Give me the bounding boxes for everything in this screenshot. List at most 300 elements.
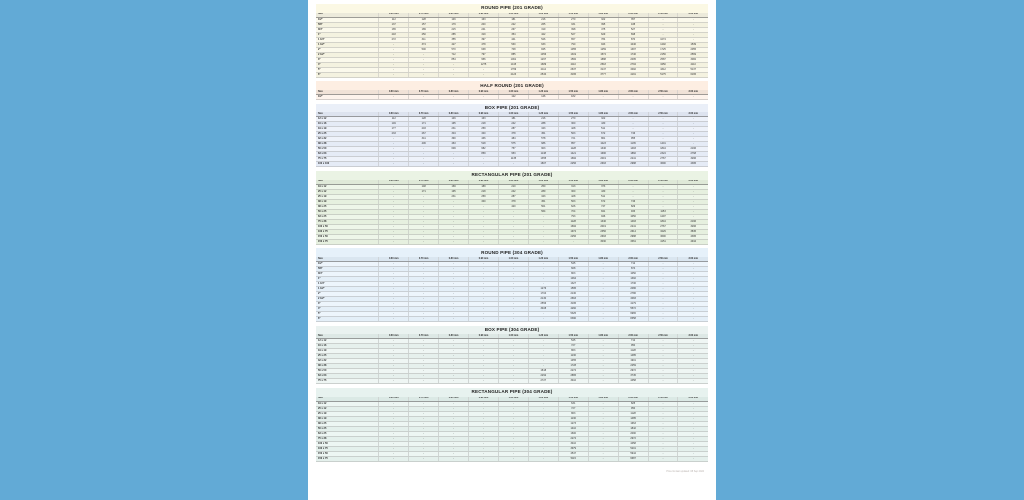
cell-size: 3" [316,302,379,307]
cell-price: - [678,359,708,364]
cell-price: 2241 [618,157,648,162]
cell-price: - [588,451,618,456]
column-header-thickness: 0.70 mm [409,90,439,95]
cell-price: 475 [588,27,618,32]
cell-price: 698 [618,32,648,37]
cell-size: 38 x 19 [316,416,379,421]
cell-price: 2130 [558,292,588,297]
cell-price: - [678,287,708,292]
cell-price: 1415 [498,62,528,67]
cell-price: - [469,229,499,234]
cell-price: 2196 [678,219,708,224]
cell-price: - [409,446,439,451]
cell-price: - [409,147,439,152]
cell-price: - [528,349,558,354]
cell-price: - [498,312,528,317]
cell-price: - [409,204,439,209]
cell-price: - [469,317,499,322]
cell-price: - [379,95,409,100]
cell-price: 374 [409,42,439,47]
cell-price: - [498,416,528,421]
cell-price: 340 [469,132,499,137]
cell-price: - [648,406,678,411]
cell-price: - [498,456,528,461]
cell-price: - [379,426,409,431]
cell-price: - [409,277,439,282]
cell-price: - [469,426,499,431]
column-header-thickness: 2.00 mm [618,13,648,18]
cell-price: - [588,292,618,297]
cell-price: - [439,287,469,292]
cell-price: - [409,411,439,416]
cell-price: - [409,234,439,239]
cell-price: - [379,292,409,297]
column-header-thickness: 0.90 mm [469,90,499,95]
cell-price: 943 [588,42,618,47]
cell-price: 746 [618,132,648,137]
cell-price: - [678,411,708,416]
column-header-thickness: 0.90 mm [469,112,499,117]
cell-price: 285 [439,32,469,37]
cell-price: 218 [469,189,499,194]
cell-price: - [588,421,618,426]
cell-price: - [409,199,439,204]
cell-price: - [409,369,439,374]
cell-price: - [588,359,618,364]
cell-price: - [379,297,409,302]
cell-price: 1455 [558,359,588,364]
cell-price: - [469,234,499,239]
cell-price: - [528,239,558,244]
cell-size: 12 x 12 [316,339,379,344]
cell-price: 712 [618,262,648,267]
cell-size: 5/8" [316,267,379,272]
cell-price: 1689 [528,62,558,67]
cell-price: - [379,441,409,446]
cell-price: 1023 [588,142,618,147]
column-header-thickness: 1.50 mm [558,257,588,262]
cell-price: 1273 [558,421,588,426]
cell-price: - [648,95,678,100]
cell-price: 564 [528,209,558,214]
column-header-thickness: 0.60 mm [379,334,409,339]
cell-price: 841 [588,209,618,214]
cell-price: 241 [469,27,499,32]
cell-price: 216 [528,117,558,122]
cell-price: - [379,307,409,312]
column-header-thickness: 0.80 mm [439,180,469,185]
cell-price: 1882 [618,152,648,157]
cell-price: 6965 [618,312,648,317]
cell-price: - [379,349,409,354]
cell-price: 422 [528,32,558,37]
cell-price: - [439,157,469,162]
cell-price: - [469,262,499,267]
cell-price: 242 [498,122,528,127]
cell-size: 1 1/2" [316,287,379,292]
cell-price: - [678,297,708,302]
column-header-thickness: 0.80 mm [439,257,469,262]
cell-price: - [379,199,409,204]
column-header-thickness: 0.80 mm [439,334,469,339]
cell-price: 189 [469,184,499,189]
cell-price: - [469,374,499,379]
cell-price: 484 [498,137,528,142]
cell-price: 3361 [618,239,648,244]
cell-price: - [469,307,499,312]
cell-price: - [469,287,499,292]
cell-price: - [678,317,708,322]
cell-price: 288 [528,122,558,127]
cell-price: 4458 [618,441,648,446]
cell-price: 270 [558,17,588,22]
cell-price: 797 [469,52,499,57]
cell-price: 2274 [558,369,588,374]
cell-price: - [469,339,499,344]
cell-size: 100 x 50 [316,224,379,229]
column-header-thickness: 1.80 mm [588,90,618,95]
cell-price: - [409,57,439,62]
cell-price: 441 [498,37,528,42]
cell-price: - [409,62,439,67]
column-header-thickness: 2.50 mm [648,397,678,402]
cell-price: - [469,267,499,272]
cell-price: - [678,22,708,27]
cell-size: 19 x 19 [316,349,379,354]
cell-price: 857 [558,142,588,147]
cell-price: 1061 [498,57,528,62]
cell-price: 406 [409,142,439,147]
cell-price: 4458 [618,379,648,384]
cell-price: - [379,406,409,411]
cell-price: 4944 [678,239,708,244]
cell-price: - [409,162,439,167]
cell-price: 1844 [648,147,678,152]
cell-price: 2090 [618,431,648,436]
cell-price: - [379,42,409,47]
column-header-thickness: 1.20 mm [528,257,558,262]
price-table [316,112,708,167]
cell-price: 218 [379,32,409,37]
cell-price: - [648,117,678,122]
cell-price: - [439,204,469,209]
cell-price: 2587 [648,57,678,62]
cell-price: - [409,292,439,297]
cell-size: 2" [316,292,379,297]
cell-price: 3195 [558,302,588,307]
cell-price: - [618,127,648,132]
cell-size: 32 x 32 [316,359,379,364]
cell-price: 1135 [618,142,648,147]
cell-price: - [379,369,409,374]
table-row [316,72,708,77]
cell-price: - [648,32,678,37]
cell-price: 2972 [618,369,648,374]
cell-price: 527 [558,32,588,37]
cell-price: - [439,62,469,67]
cell-price: - [648,194,678,199]
cell-price: - [678,292,708,297]
cell-price: 609 [439,147,469,152]
cell-price: - [678,364,708,369]
cell-price: 250 [528,184,558,189]
cell-price: - [588,436,618,441]
cell-price: 1128 [618,411,648,416]
cell-size: 19 x 12 [316,401,379,406]
cell-price: - [528,234,558,239]
column-header-thickness: 1.50 mm [558,90,588,95]
column-header-thickness: 3.00 mm [678,397,708,402]
cell-price: - [409,219,439,224]
cell-price: 2055 [678,47,708,52]
cell-price: - [588,287,618,292]
cell-price: - [678,32,708,37]
cell-size: 63 x 25 [316,431,379,436]
cell-price: - [439,431,469,436]
cell-price: - [648,416,678,421]
cell-price: 304 [439,132,469,137]
cell-price: 2256 [558,162,588,167]
cell-price: - [439,72,469,77]
cell-price: - [648,339,678,344]
cell-price: 1807 [528,162,558,167]
cell-price: - [588,312,618,317]
cell-price: 354 [498,32,528,37]
cell-price: 2767 [648,224,678,229]
cell-price: 874 [618,267,648,272]
cell-price: 360 [558,122,588,127]
cell-price: - [588,339,618,344]
cell-price: - [409,297,439,302]
cell-price: 6687 [618,456,648,461]
cell-price: 1595 [558,287,588,292]
cell-price: 182 [558,95,588,100]
cell-price: 757 [498,147,528,152]
cell-price: 1153 [648,209,678,214]
cell-price: - [409,302,439,307]
column-header-thickness: 2.50 mm [648,90,678,95]
cell-price: 1319 [558,52,588,57]
cell-price: - [648,302,678,307]
cell-size: 1/2" [316,262,379,267]
cell-price: - [379,364,409,369]
cell-price: - [588,354,618,359]
cell-price: 428 [558,194,588,199]
cell-price: 1275 [469,62,499,67]
cell-price: - [409,374,439,379]
cell-price: - [439,297,469,302]
price-table [316,257,708,322]
cell-price: - [379,137,409,142]
cell-price: 3408 [528,307,558,312]
cell-price: - [469,312,499,317]
price-section [316,248,708,322]
cell-size: 25 x 25 [316,354,379,359]
cell-size: 50 x 25 [316,426,379,431]
column-header-thickness: 2.00 mm [618,257,648,262]
cell-price: - [498,446,528,451]
cell-price: 319 [469,32,499,37]
column-header-thickness: 0.60 mm [379,112,409,117]
cell-price: 1128 [558,219,588,224]
cell-price: 829 [618,204,648,209]
column-header-thickness: 1.00 mm [498,13,528,18]
cell-price: 3450 [648,62,678,67]
column-header-thickness: 0.80 mm [439,13,469,18]
cell-price: 195 [439,189,469,194]
price-section [316,171,708,245]
cell-price: - [379,52,409,57]
cell-size: 75 x 75 [316,379,379,384]
cell-price: 3745 [618,374,648,379]
cell-price: - [648,199,678,204]
cell-price: - [498,379,528,384]
cell-price: - [648,287,678,292]
cell-price: - [409,406,439,411]
cell-price: 1327 [558,282,588,287]
cell-price: 222 [498,22,528,27]
cell-size: 75 x 38 [316,219,379,224]
cell-price: 428 [558,127,588,132]
cell-price: - [469,67,499,72]
cell-price: - [528,262,558,267]
cell-price: - [409,52,439,57]
cell-price: 395 [588,22,618,27]
cell-price: 200 [469,22,499,27]
price-table [316,334,708,384]
cell-price: - [588,307,618,312]
column-header-thickness: 2.50 mm [648,13,678,18]
cell-price: - [648,436,678,441]
cell-price: 478 [469,42,499,47]
cell-price: - [379,209,409,214]
cell-price: - [648,317,678,322]
cell-price: 672 [588,132,618,137]
cell-size: 5/8" [316,22,379,27]
cell-price: 5175 [648,72,678,77]
cell-price: - [648,411,678,416]
cell-price: 463 [439,142,469,147]
cell-price: - [678,307,708,312]
price-section [316,326,708,385]
column-header-thickness: 0.90 mm [469,334,499,339]
cell-size: 3/4" [316,272,379,277]
column-header-thickness: 0.60 mm [379,13,409,18]
cell-price: - [648,354,678,359]
cell-price: - [469,406,499,411]
column-header-thickness: 0.70 mm [409,397,439,402]
column-header-thickness: 1.80 mm [588,112,618,117]
cell-size: 63 x 63 [316,374,379,379]
cell-price: 343 [528,127,558,132]
cell-price: - [379,416,409,421]
cell-price: - [558,239,588,244]
cell-price: 5115 [558,456,588,461]
cell-price: 355 [439,37,469,42]
cell-price: - [588,379,618,384]
column-header-thickness: 1.00 mm [498,334,528,339]
cell-price: - [379,239,409,244]
cell-price: 672 [588,199,618,204]
section-title: ROUND PIPE (304 GRADE) [316,248,708,257]
cell-price: - [379,446,409,451]
cell-size: 12 x 12 [316,117,379,122]
cell-price: - [439,214,469,219]
cell-size: 19 x 19 [316,127,379,132]
cell-price: - [618,194,648,199]
cell-price: 3147 [588,67,618,72]
cell-price: - [469,456,499,461]
cell-price: - [528,354,558,359]
cell-price: 4312 [648,67,678,72]
section-title: RECTANGULAR PIPE (201 GRADE) [316,171,708,180]
cell-price: 721 [558,137,588,142]
column-header-thickness: 0.90 mm [469,397,499,402]
cell-price: - [379,204,409,209]
cell-price: 3690 [648,234,678,239]
cell-price: - [409,267,439,272]
cell-size: 25 x 12 [316,406,379,411]
cell-price: - [409,401,439,406]
cell-price: - [469,224,499,229]
cell-price: - [409,209,439,214]
cell-price: 148 [409,184,439,189]
cell-price: - [588,416,618,421]
cell-price: - [678,406,708,411]
cell-price: - [528,317,558,322]
cell-price: 322 [588,17,618,22]
cell-price: 250 [409,32,439,37]
cell-price: - [439,339,469,344]
cell-price: 1355 [528,157,558,162]
cell-price: 1401 [648,142,678,147]
cell-price: - [439,162,469,167]
cell-price: - [648,267,678,272]
cell-price: - [648,312,678,317]
cell-size: 32 x 32 [316,137,379,142]
cell-size: 38 x 25 [316,204,379,209]
cell-price: - [498,344,528,349]
column-header-thickness: 0.60 mm [379,90,409,95]
cell-price: - [528,214,558,219]
cell-size: 63 x 63 [316,152,379,157]
cell-price: 629 [588,32,618,37]
cell-size: 50 x 25 [316,209,379,214]
cell-price: 163 [469,17,499,22]
cell-price: 4395 [678,162,708,167]
cell-price: - [379,344,409,349]
cell-price: 2972 [618,436,648,441]
section-title: RECTANGULAR PIPE (304 GRADE) [316,388,708,397]
cell-price: - [469,441,499,446]
cell-price: 231 [439,194,469,199]
cell-price: 4179 [618,302,648,307]
cell-size: 100 x 100 [316,162,379,167]
cell-price: - [648,379,678,384]
cell-price: 2196 [678,147,708,152]
cell-price: 859 [469,152,499,157]
cell-price: - [588,441,618,446]
cell-price: 1050 [618,272,648,277]
table-row [316,95,708,100]
cell-price: - [409,229,439,234]
cell-price: 1297 [648,214,678,219]
cell-price: 4547 [558,451,588,456]
column-header-thickness: 0.60 mm [379,257,409,262]
cell-price: - [498,282,528,287]
cell-price: 5572 [618,307,648,312]
price-table [316,397,708,462]
